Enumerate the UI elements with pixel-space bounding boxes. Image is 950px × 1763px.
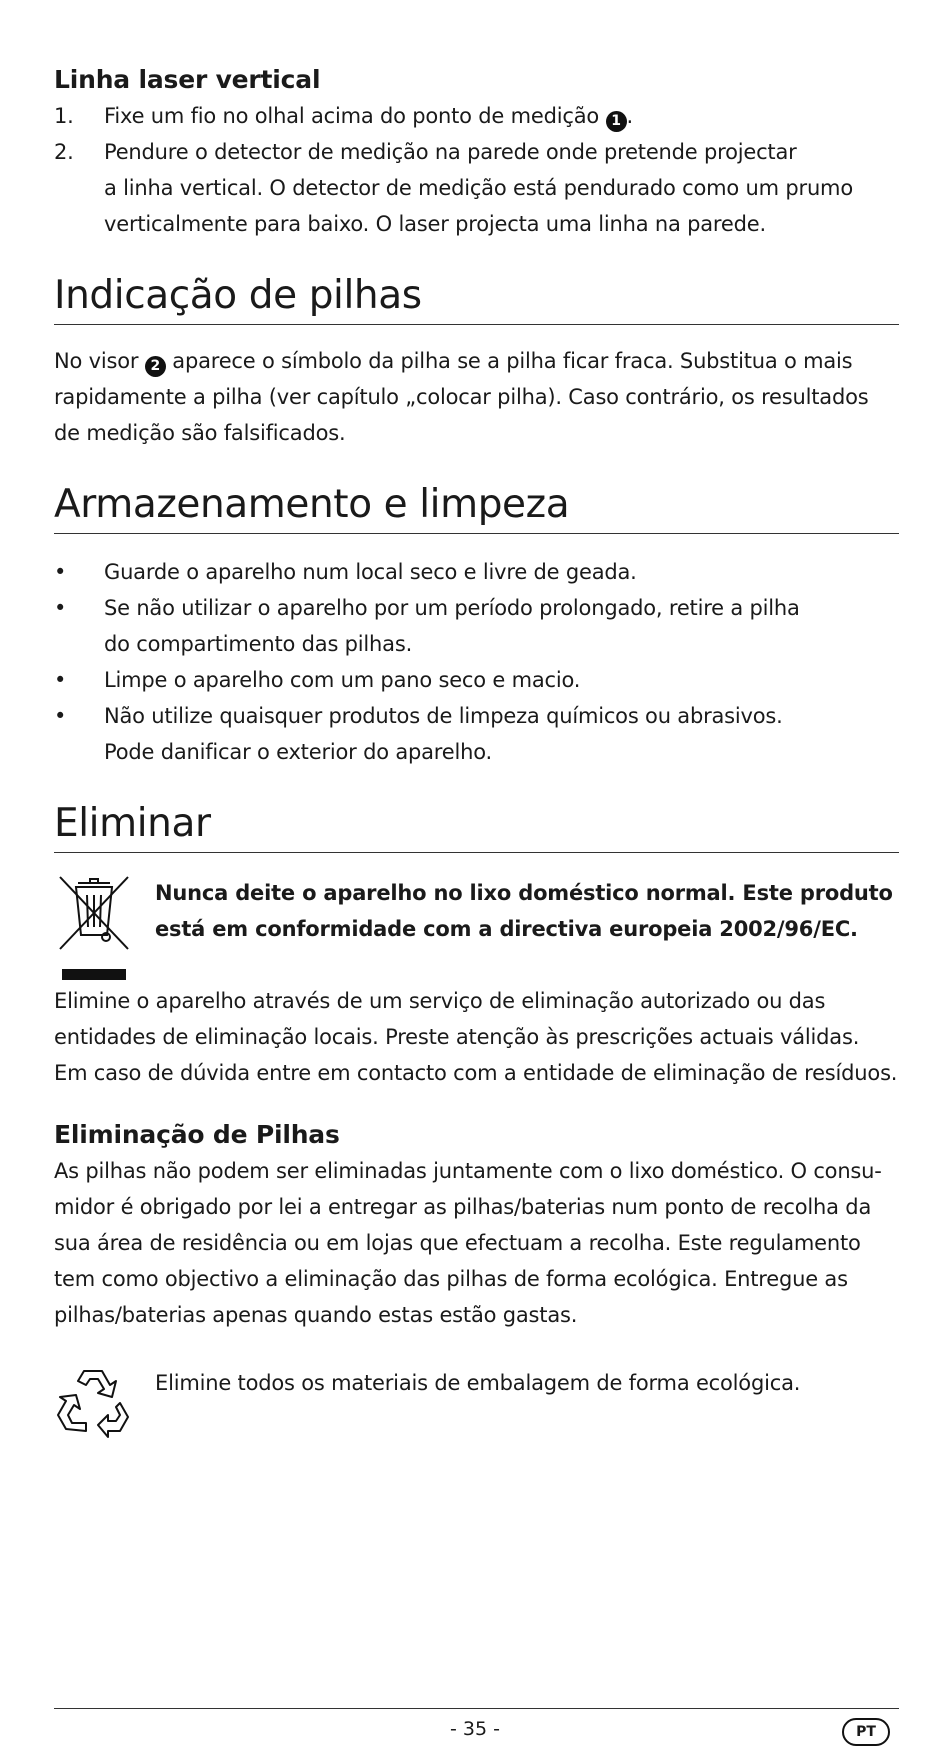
battery-disposal-subheading: Eliminação de Pilhas (54, 1120, 340, 1149)
disposal-heading: Eliminar (54, 800, 899, 853)
language-badge: PT (842, 1718, 890, 1746)
bullet: • (54, 668, 67, 692)
list-item: • Se não utilizar o aparelho por um período prolongado, retire a pilha do compartimento das pilhas. (54, 590, 899, 662)
packaging-notice (54, 1363, 899, 1443)
battery-indicator-heading: Indicação de pilhas (54, 272, 899, 325)
step-number: 1. (54, 104, 74, 128)
callout-2-icon: 2 (145, 356, 166, 377)
weee-warning: Nunca deite o aparelho no lixo doméstico normal. Este produto está em conformidade com a directiva europeia 2002/96/EC. (155, 881, 893, 941)
bullet: • (54, 596, 67, 620)
step-number: 2. (54, 140, 74, 164)
disposal-paragraph: Elimine o aparelho através de um serviço de eliminação autorizado ou das entidades de eliminação locais. Preste atenção às prescrições actuais válidas. Em caso de dúvida entre em contacto com a entidade de eliminação de resíduos. (54, 989, 898, 1085)
laser-line-subheading: Linha laser vertical (54, 65, 321, 94)
crossed-out-wheelie-bin-icon (56, 873, 132, 981)
list-item: • Guarde o aparelho num local seco e livre de geada. (54, 554, 899, 590)
page-content (54, 0, 899, 1443)
list-item: • Não utilize quaisquer produtos de limpeza químicos ou abrasivos. Pode danificar o exterior do aparelho. (54, 698, 899, 770)
laser-steps-list (54, 98, 899, 242)
storage-bullet-list (54, 554, 899, 770)
recycling-arrows-icon (56, 1363, 132, 1439)
laser-step-1: 1. Fixe um fio no olhal acima do ponto de medição 1 . (54, 98, 899, 134)
list-item: • Limpe o aparelho com um pano seco e macio. (54, 662, 899, 698)
bullet: • (54, 560, 67, 584)
weee-notice (54, 873, 899, 983)
packaging-text: Elimine todos os materiais de embalagem de forma ecológica. (155, 1371, 801, 1395)
battery-indicator-paragraph: No visor 2 aparece o símbolo da pilha se a pilha ficar fraca. Substitua o mais rapidamente a pilha (ver capítulo „colocar pilha). Caso contrário, os resultados de medição são falsificados. (54, 349, 869, 445)
page-number: - 35 - (450, 1718, 500, 1740)
battery-disposal-paragraph: As pilhas não podem ser eliminadas juntamente com o lixo doméstico. O consu- midor é obrigado por lei a entregar as pilhas/baterias num ponto de recolha da sua área de residência ou em lojas que efectuam a recolha. Este regulamento tem como objectivo a eliminação das pilhas de forma ecológica. Entregue as pilhas/baterias apenas quando estas estão gastas. (54, 1159, 882, 1327)
storage-cleaning-heading: Armazenamento e limpeza (54, 481, 899, 534)
laser-step-2: 2. Pendure o detector de medição na parede onde pretende projectar a linha vertical. O detector de medição está pendurado como um prumo verticalmente para baixo. O laser projecta uma linha na parede. (54, 134, 899, 242)
bullet: • (54, 704, 67, 728)
callout-1-icon: 1 (606, 111, 627, 132)
footer-divider (54, 1708, 899, 1709)
